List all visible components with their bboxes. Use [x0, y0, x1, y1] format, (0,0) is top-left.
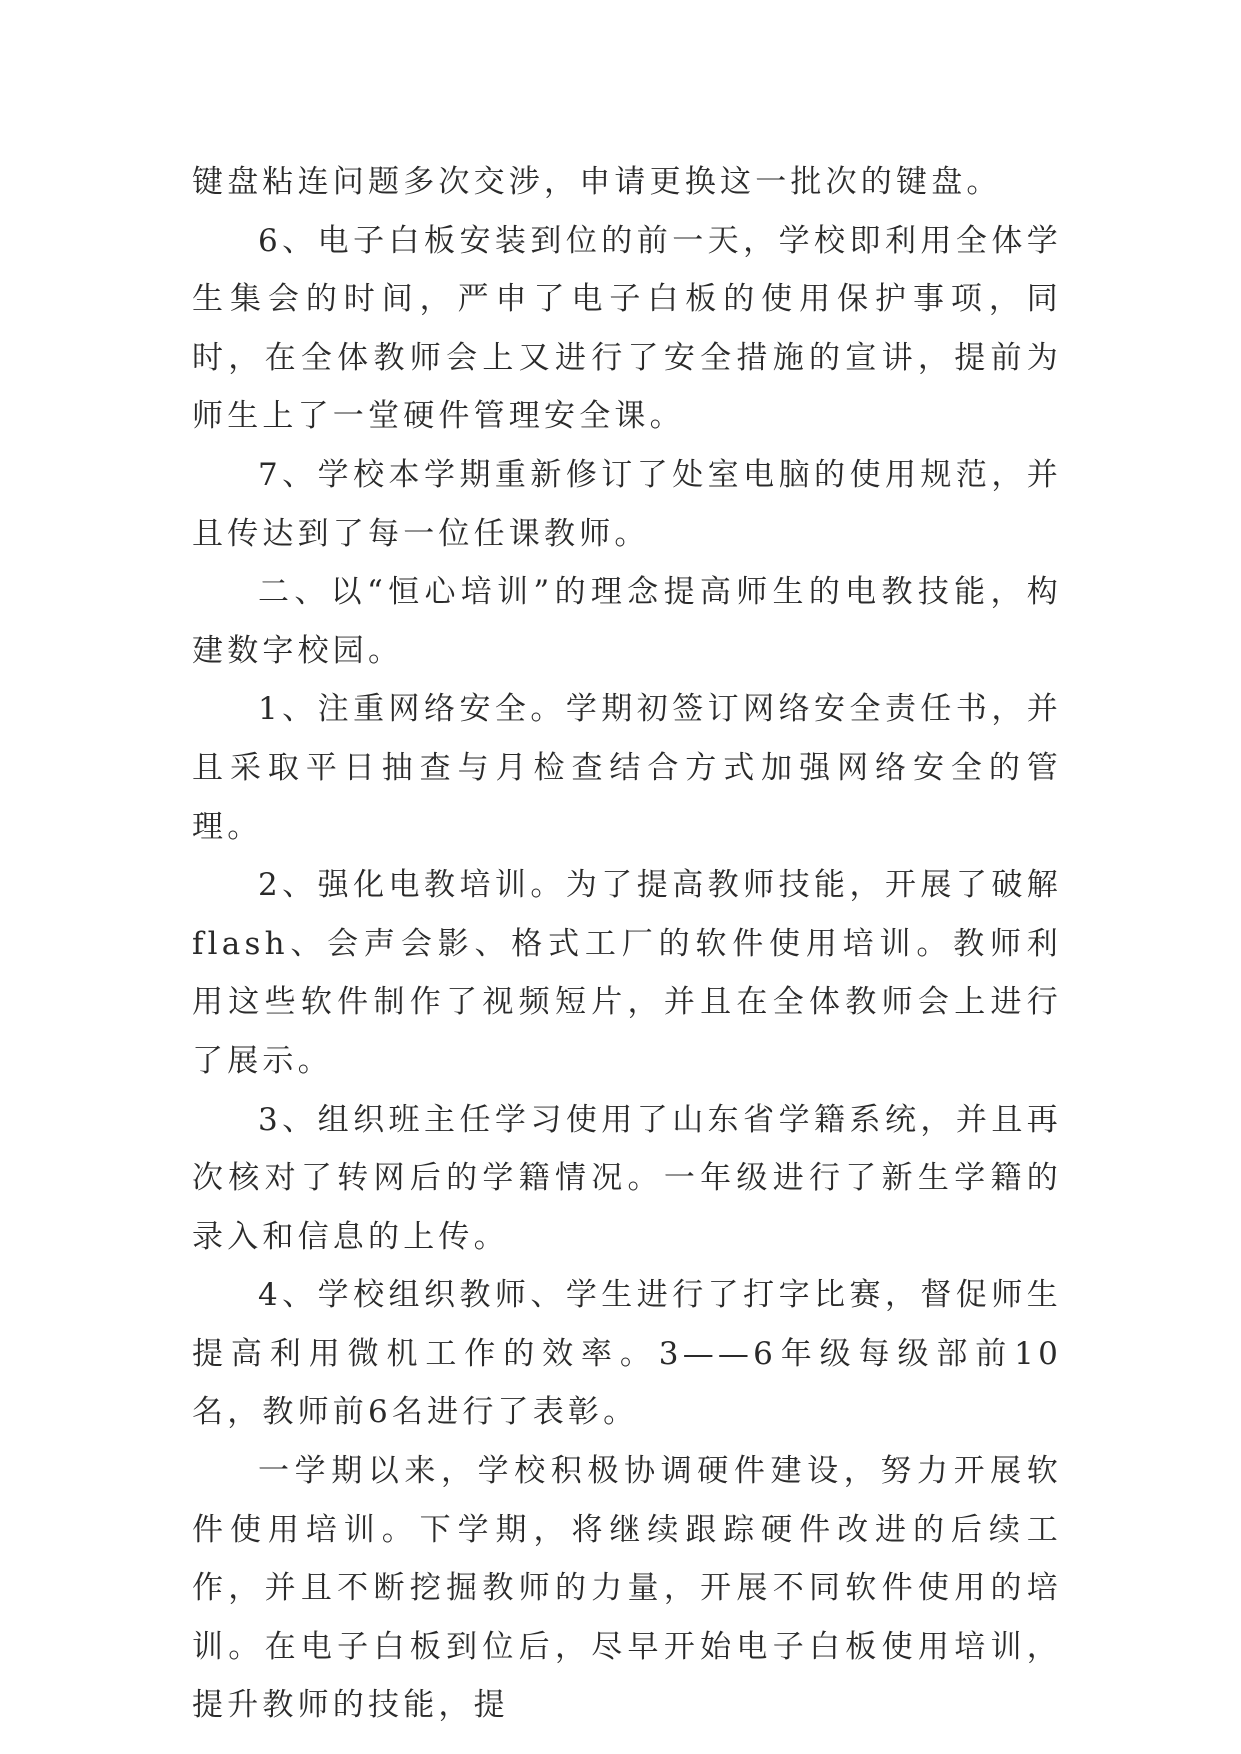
paragraph-keyboard-issue: 键盘粘连问题多次交涉，申请更换这一批次的键盘。: [192, 164, 1002, 200]
paragraph-item-3: 3、组织班主任学习使用了山东省学籍系统，并且再次核对了转网后的学籍情况。一年级进行了新生学籍的录入和信息的上传。: [192, 1101, 1062, 1255]
paragraph-summary: 一学期以来，学校积极协调硬件建设，努力开展软件使用培训。下学期，将继续跟踪硬件改进的后续工作，并且不断挖掘教师的力量，开展不同软件使用的培训。在电子白板到位后，尽早开始电子白板使用培训，提升教师的技能，提: [192, 1453, 1062, 1724]
paragraph-item-2: 2、强化电教培训。为了提高教师技能，开展了破解flash、会声会影、格式工厂的软件使用培训。教师利用这些软件制作了视频短片，并且在全体教师会上进行了展示。: [192, 867, 1062, 1079]
paragraph-item-4: 4、学校组织教师、学生进行了打字比赛，督促师生提高利用微机工作的效率。3——6年级每级部前10名，教师前6名进行了表彰。: [192, 1277, 1062, 1431]
paragraph-item-1: 1、注重网络安全。学期初签订网络安全责任书，并且采取平日抽查与月检查结合方式加强网络安全的管理。: [192, 691, 1062, 845]
section-heading-two: 二、以“恒心培训”的理念提高师生的电教技能，构建数字校园。: [192, 574, 1062, 669]
paragraph-item-6: 6、电子白板安装到位的前一天，学校即利用全体学生集会的时间，严申了电子白板的使用保护事项，同时，在全体教师会上又进行了安全措施的宣讲，提前为师生上了一堂硬件管理安全课。: [192, 222, 1062, 435]
document-body: [192, 153, 1062, 1735]
paragraph-item-7: 7、学校本学期重新修订了处室电脑的使用规范，并且传达到了每一位任课教师。: [192, 456, 1062, 552]
